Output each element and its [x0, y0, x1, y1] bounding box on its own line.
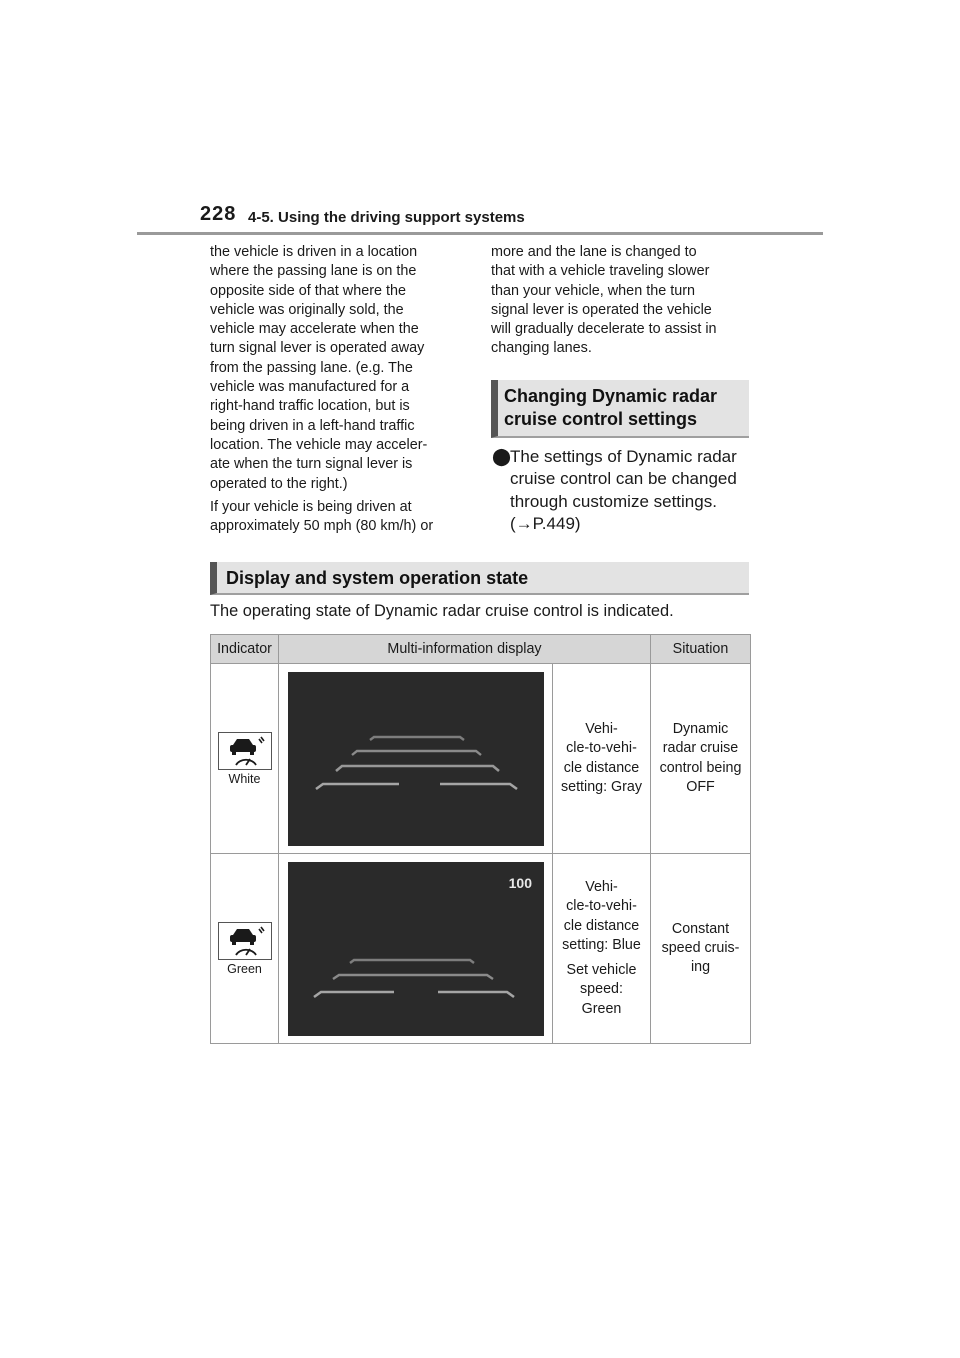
table-row	[211, 854, 751, 1044]
indicator-cell	[211, 854, 279, 1044]
page-number: 228	[200, 203, 237, 225]
table-header-row	[211, 635, 751, 664]
left-paragraph-1: the vehicle is driven in a location where the passing lane is on the opposite side of that where the vehicle was originally sold, the vehicle may accelerate when the turn signal lever is operated away from the passing lane. (e.g. The vehicle was manufactured for a right-hand traffic location, but is being driven in a left-hand traffic location. The vehicle may acceler- ate when the turn signal lever is operated to the right.)	[210, 244, 428, 492]
table-row	[211, 664, 751, 854]
header-rule	[137, 232, 823, 235]
column-header-display: Multi-information display	[279, 635, 651, 664]
settings-bullet-text: The settings of Dynamic radar cruise control can be changed through customize settings. (→P.449)	[510, 447, 737, 533]
indicator-label: White	[228, 771, 261, 786]
indicator-table	[210, 634, 751, 1044]
display-cell	[279, 664, 553, 854]
radar-cruise-car-icon	[218, 922, 272, 960]
settings-heading: Changing Dynamic radar cruise control settings	[491, 380, 749, 438]
section-title: 4-5. Using the driving support systems	[248, 209, 525, 226]
situation-cell: Dynamic radar cruise control being OFF	[651, 664, 751, 854]
bullet-icon: ⬤	[492, 447, 512, 466]
situation-cell: Constant speed cruis- ing	[651, 854, 751, 1044]
indicator-cell	[211, 664, 279, 854]
left-paragraph-2: If your vehicle is being driven at approximately 50 mph (80 km/h) or	[210, 498, 434, 535]
distance-setting-cell: Vehi- cle-to-vehi- cle distance setting: Blue Set vehicle speed: Green	[553, 854, 651, 1044]
display-heading: Display and system operation state	[210, 562, 749, 595]
distance-setting-cell: Vehi- cle-to-vehi- cle distance setting: Gray	[553, 664, 651, 854]
column-header-situation: Situation	[651, 635, 751, 664]
display-intro: The operating state of Dynamic radar cruise control is indicated.	[210, 602, 674, 620]
left-column	[210, 243, 475, 536]
page-reference-link[interactable]: (→P.449)	[510, 513, 581, 533]
multi-info-display-image	[288, 862, 544, 1036]
display-speed-text: 100	[508, 874, 532, 891]
display-cell	[279, 854, 553, 1044]
indicator-label: Green	[227, 961, 262, 976]
multi-info-display-image	[288, 672, 544, 846]
right-column-paragraph: more and the lane is changed to that with a vehicle traveling slower than your vehicle, when the turn signal lever is operated the vehicle will gradually decelerate to assist in changing lanes.	[491, 244, 717, 357]
column-header-indicator: Indicator	[211, 635, 279, 664]
radar-cruise-car-icon	[218, 732, 272, 770]
